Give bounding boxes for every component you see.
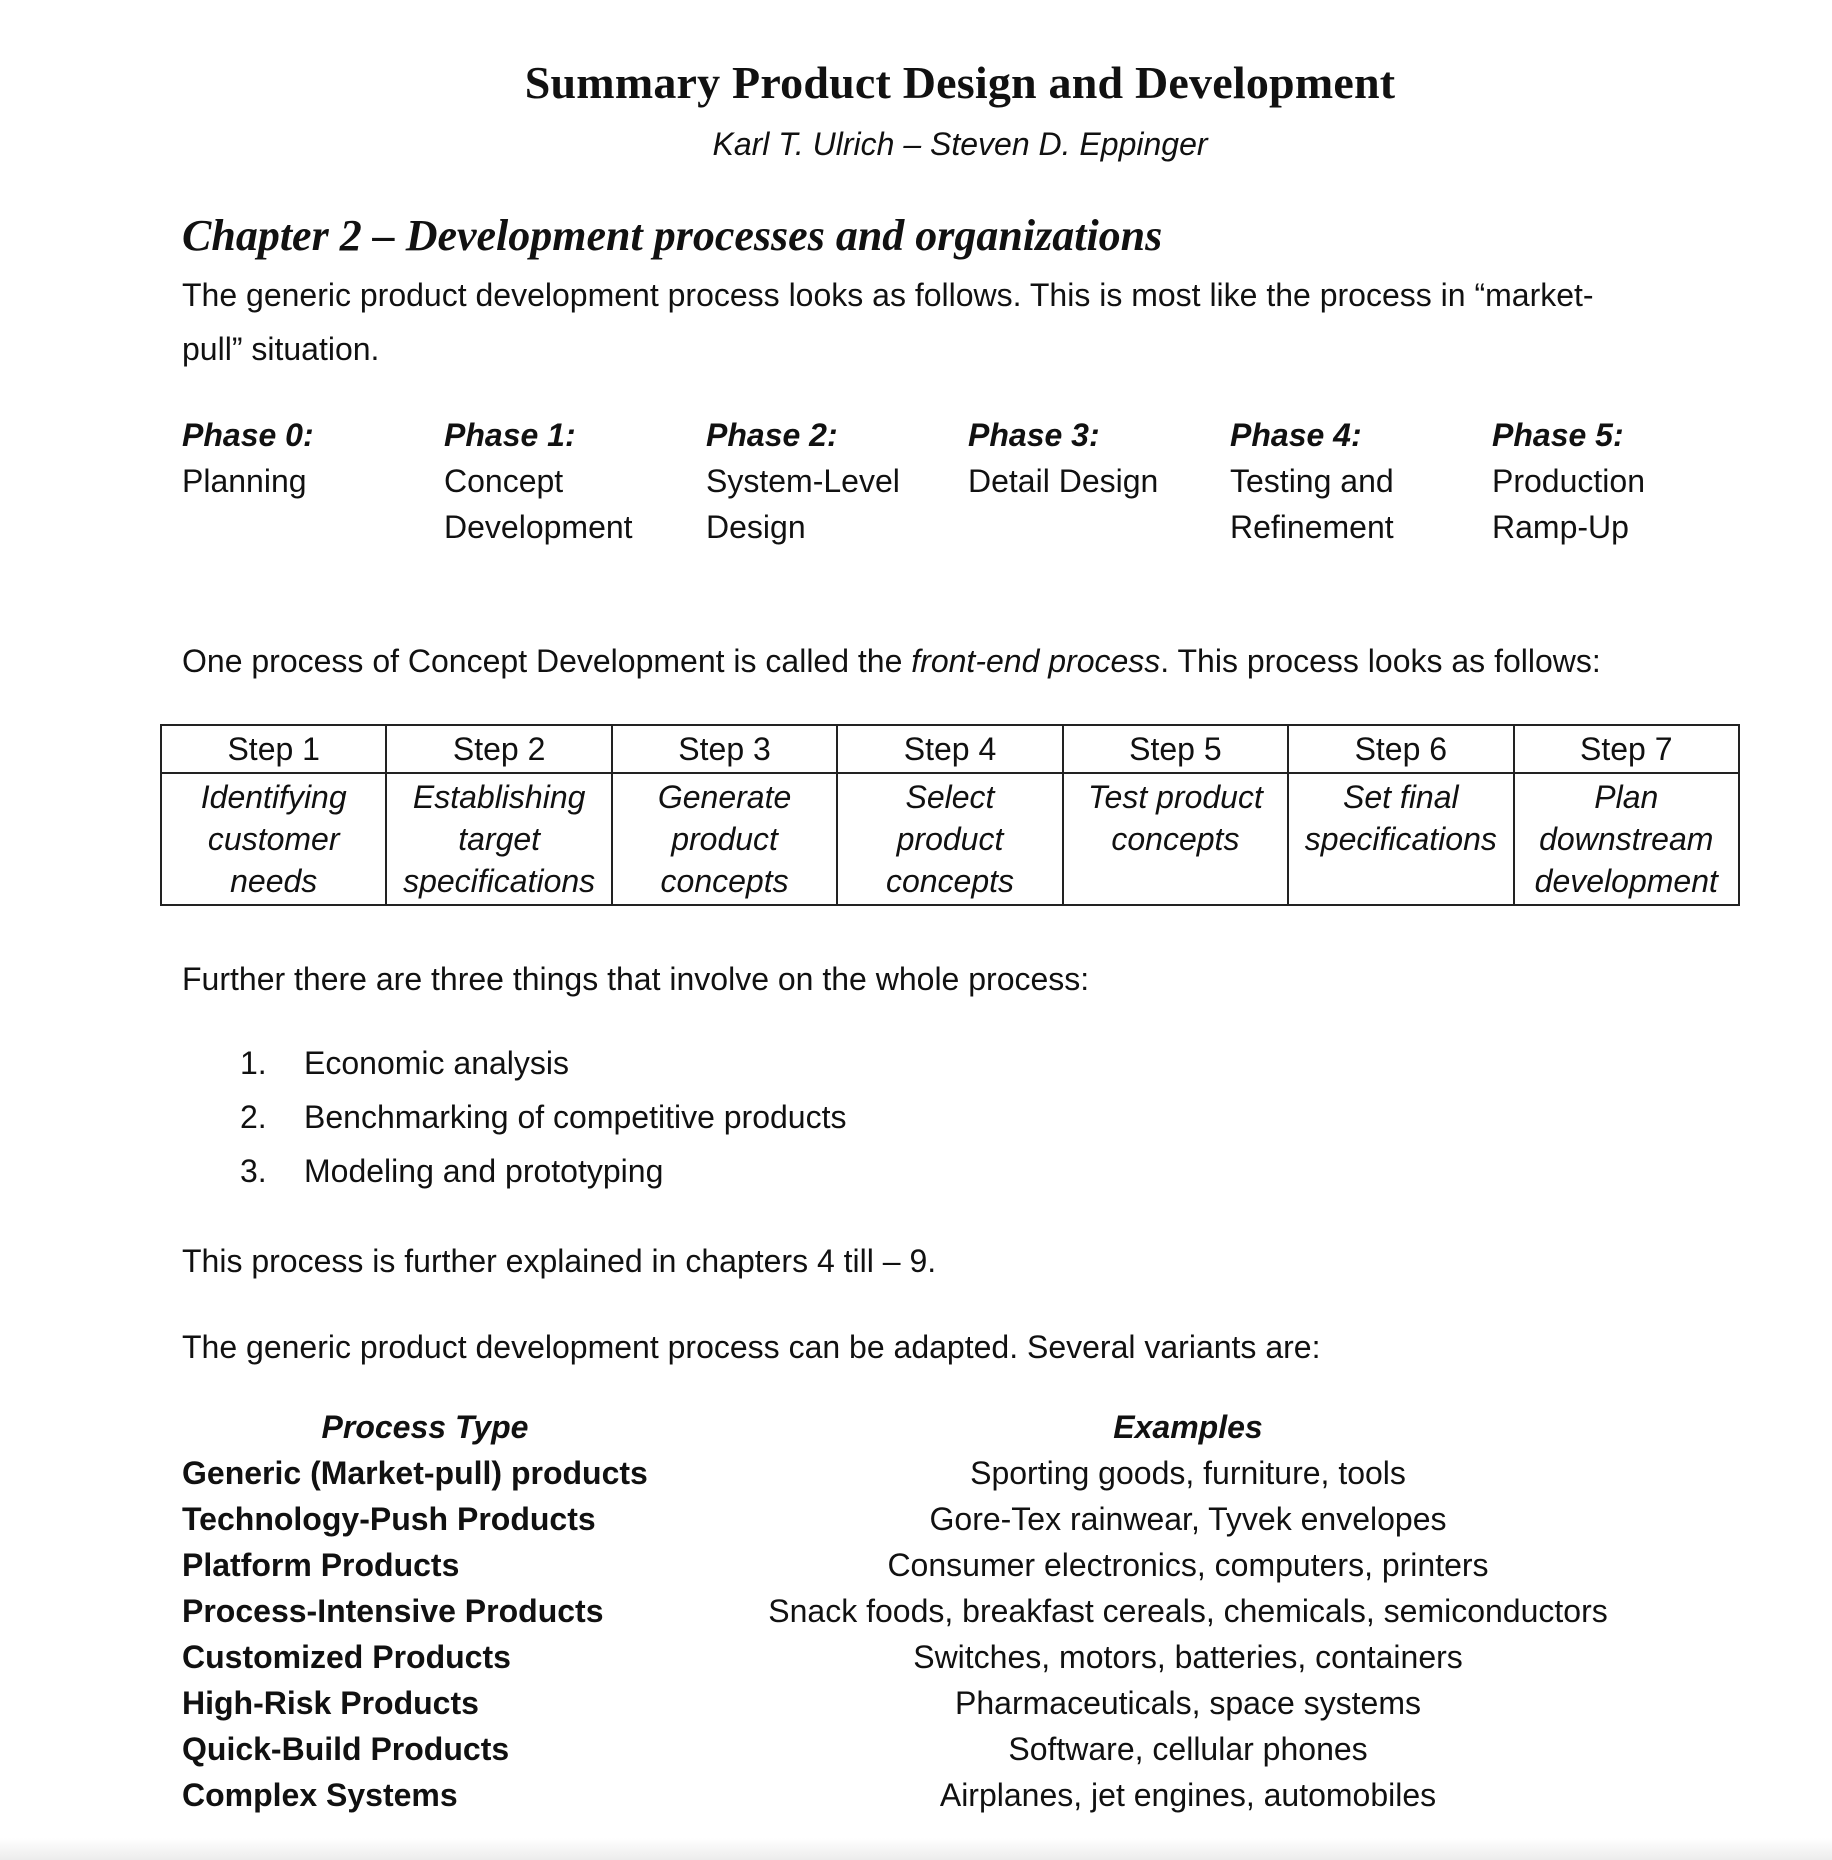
process-type: Generic (Market-pull) products	[182, 1455, 648, 1491]
intro-line-2: pull” situation.	[182, 331, 380, 367]
variant-row	[182, 1680, 1762, 1726]
step-desc-line: Establishing	[412, 779, 586, 815]
phase-label-line1: Testing and	[1230, 463, 1394, 499]
step-description	[612, 773, 837, 905]
phase-label-line1: Detail Design	[968, 463, 1159, 499]
process-examples: Sporting goods, furniture, tools	[970, 1455, 1406, 1491]
process-examples: Gore-Tex rainwear, Tyvek envelopes	[929, 1501, 1447, 1537]
variant-row	[182, 1496, 1762, 1542]
list-item	[240, 1090, 846, 1144]
list-text: Benchmarking of competitive products	[304, 1099, 847, 1135]
step-desc-line: concepts	[1111, 821, 1240, 857]
step-description	[386, 773, 611, 905]
document-authors: Karl T. Ulrich – Steven D. Eppinger	[712, 126, 1208, 162]
step-description	[1288, 773, 1513, 905]
step-desc-line: needs	[230, 863, 318, 899]
chapter-heading: Chapter 2 – Development processes and organizations	[182, 211, 1163, 260]
step-label: Step 1	[161, 725, 386, 773]
document-title: Summary Product Design and Development	[524, 57, 1396, 108]
phase-label-line2: Design	[706, 509, 806, 545]
process-type: Technology-Push Products	[182, 1501, 596, 1537]
step-desc-line: concepts	[885, 863, 1015, 899]
front-end-text-after: . This process looks as follows:	[1160, 643, 1601, 679]
steps-description-row	[161, 773, 1739, 905]
page-bottom-edge	[0, 1838, 1832, 1860]
step-description	[1514, 773, 1739, 905]
list-number: 3.	[240, 1153, 267, 1189]
process-type: Platform Products	[182, 1547, 460, 1583]
step-desc-line: Generate	[657, 779, 792, 815]
whole-process-intro: Further there are three things that involve on the whole process:	[182, 961, 1090, 997]
phase-5	[1492, 412, 1754, 550]
list-item	[240, 1144, 846, 1198]
variants-table	[182, 1404, 1762, 1818]
phase-title: Phase 0:	[182, 417, 314, 453]
step-desc-line: Set final	[1343, 779, 1459, 815]
phase-row	[182, 412, 1762, 552]
process-type: Complex Systems	[182, 1777, 458, 1813]
variant-row	[182, 1450, 1762, 1496]
list-text: Economic analysis	[304, 1045, 569, 1081]
phase-title: Phase 5:	[1492, 417, 1624, 453]
list-item	[240, 1036, 846, 1090]
variants-header-row	[182, 1404, 1762, 1450]
front-end-sentence	[182, 634, 1722, 688]
phase-0	[182, 412, 444, 504]
phase-label-line2: Development	[444, 509, 633, 545]
intro-paragraph	[182, 268, 1722, 376]
step-description	[837, 773, 1062, 905]
step-label: Step 4	[837, 725, 1062, 773]
process-type: Quick-Build Products	[182, 1731, 510, 1767]
phase-title: Phase 1:	[444, 417, 576, 453]
phase-label-line1: Planning	[182, 463, 307, 499]
chapters-note: This process is further explained in chapters 4 till – 9.	[182, 1243, 937, 1279]
process-examples: Pharmaceuticals, space systems	[955, 1685, 1421, 1721]
process-type: Customized Products	[182, 1639, 511, 1675]
step-description	[1063, 773, 1288, 905]
step-label: Step 6	[1288, 725, 1513, 773]
step-description	[161, 773, 386, 905]
step-desc-line: product	[671, 821, 778, 857]
phase-1	[444, 412, 706, 550]
step-desc-line: Select	[905, 779, 995, 815]
step-desc-line: development	[1534, 863, 1718, 899]
front-end-steps-table	[160, 724, 1740, 906]
phase-2	[706, 412, 968, 550]
process-examples: Airplanes, jet engines, automobiles	[939, 1777, 1437, 1813]
step-desc-line: target	[458, 821, 541, 857]
process-examples: Snack foods, breakfast cereals, chemicals, semiconductors	[768, 1593, 1608, 1629]
list-number: 2.	[240, 1099, 267, 1135]
list-number: 1.	[240, 1045, 267, 1081]
phase-label-line1: System-Level	[706, 463, 900, 499]
variant-row	[182, 1726, 1762, 1772]
step-label: Step 3	[612, 725, 837, 773]
phase-label-line2: Ramp-Up	[1492, 509, 1629, 545]
step-label: Step 2	[386, 725, 611, 773]
phase-label-line1: Concept	[444, 463, 564, 499]
step-desc-line: downstream	[1539, 821, 1714, 857]
step-label: Step 5	[1063, 725, 1288, 773]
step-label: Step 7	[1514, 725, 1739, 773]
phase-title: Phase 4:	[1230, 417, 1362, 453]
step-desc-line: Test product	[1087, 779, 1263, 815]
variant-row	[182, 1542, 1762, 1588]
list-text: Modeling and prototyping	[304, 1153, 664, 1189]
process-type: Process-Intensive Products	[182, 1593, 604, 1629]
step-desc-line: specifications	[403, 863, 596, 899]
variants-intro: The generic product development process can be adapted. Several variants are:	[182, 1329, 1321, 1365]
examples-header: Examples	[1113, 1409, 1263, 1445]
process-examples: Software, cellular phones	[1008, 1731, 1368, 1767]
intro-line-1: The generic product development process looks as follows. This is most like the process in “market-	[182, 277, 1594, 313]
variant-row	[182, 1634, 1762, 1680]
steps-header-row	[161, 725, 1739, 773]
step-desc-line: product	[896, 821, 1004, 857]
process-type-header: Process Type	[321, 1409, 529, 1445]
process-examples: Switches, motors, batteries, containers	[913, 1639, 1463, 1675]
variant-row	[182, 1588, 1762, 1634]
step-desc-line: Plan	[1594, 779, 1659, 815]
process-examples: Consumer electronics, computers, printers	[887, 1547, 1489, 1583]
numbered-list	[240, 1036, 846, 1198]
phase-title: Phase 3:	[968, 417, 1100, 453]
step-desc-line: Identifying	[200, 779, 347, 815]
phase-title: Phase 2:	[706, 417, 838, 453]
phase-3	[968, 412, 1230, 504]
phase-4	[1230, 412, 1492, 550]
process-type: High-Risk Products	[182, 1685, 479, 1721]
step-desc-line: customer	[207, 821, 340, 857]
front-end-term: front-end process	[911, 643, 1161, 679]
step-desc-line: concepts	[660, 863, 789, 899]
phase-label-line2: Refinement	[1230, 509, 1394, 545]
step-desc-line: specifications	[1304, 821, 1497, 857]
variant-row	[182, 1772, 1762, 1818]
front-end-text-before: One process of Concept Development is called the	[182, 643, 912, 679]
phase-label-line1: Production	[1492, 463, 1645, 499]
